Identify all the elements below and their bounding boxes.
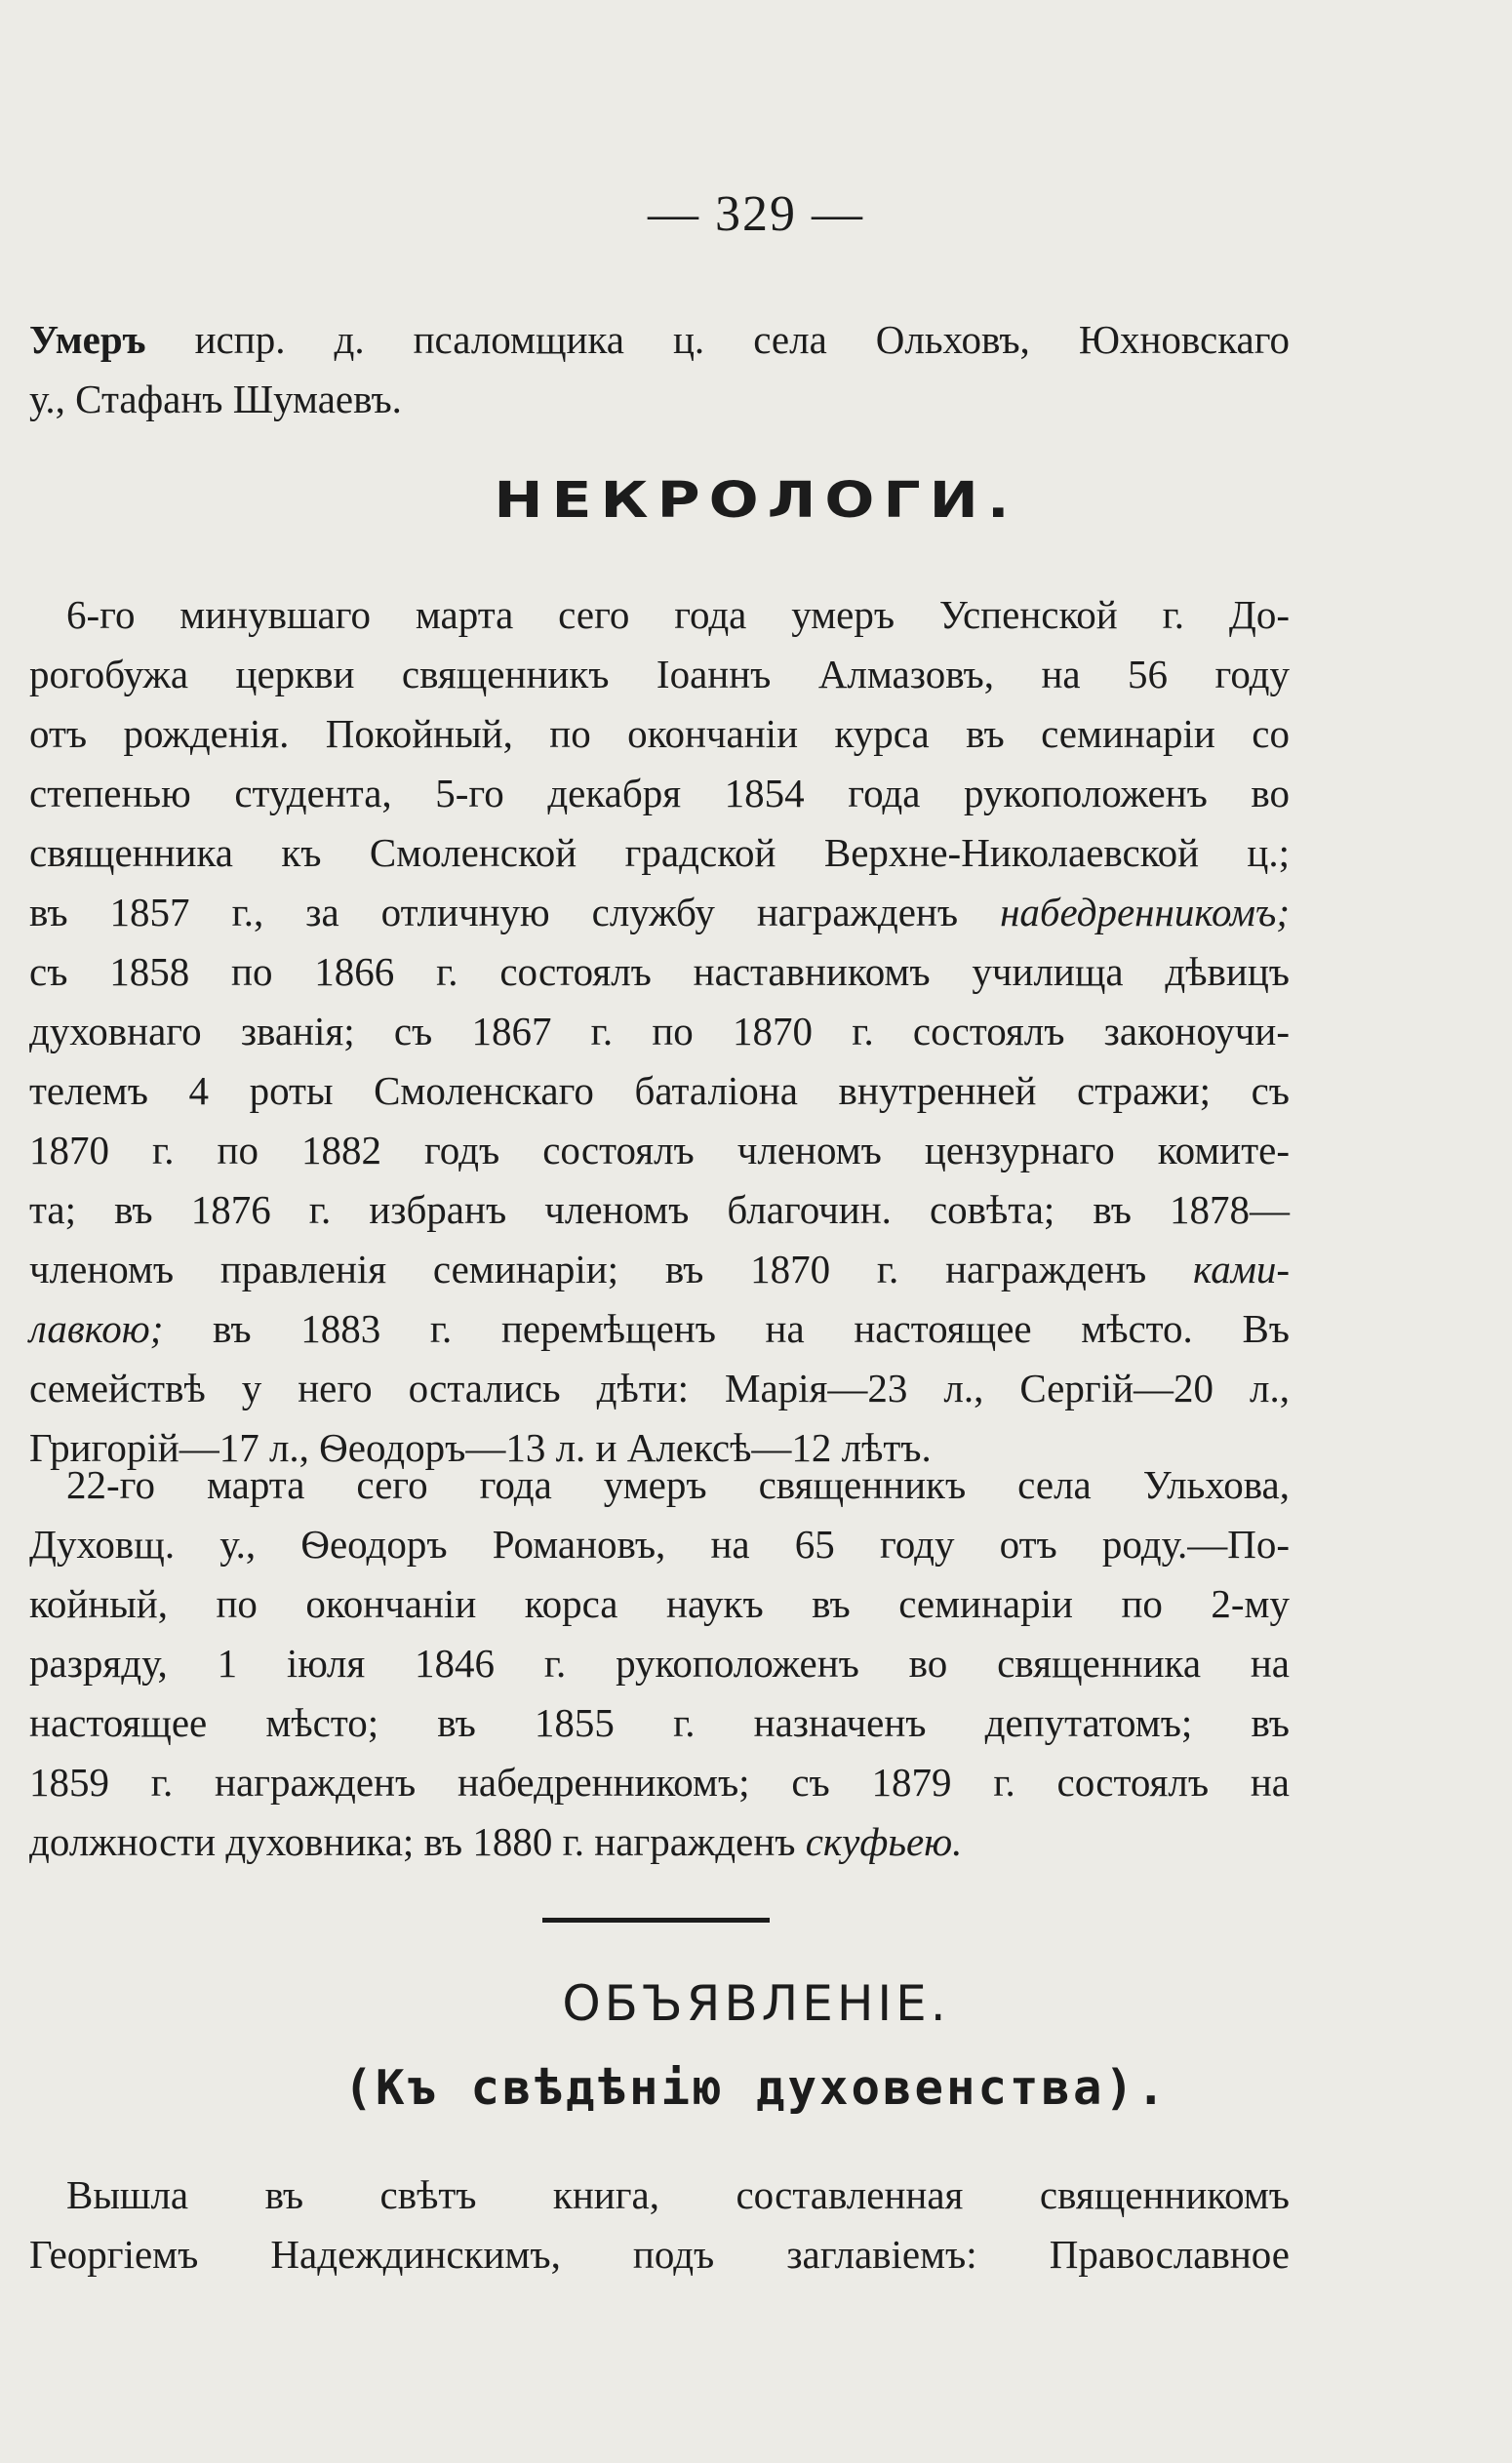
italic-term: лавкою; [29,1306,164,1351]
text-line: рогобужа церкви священникъ Іоаннъ Алмазовъ, на 56 году [29,652,1290,696]
page-number: — 329 — [648,186,864,242]
section-title-necrologies: НЕКРОЛОГИ. [494,471,1018,530]
text-line: 1870 г. по 1882 годъ состоялъ членомъ цензурнаго комите- [29,1128,1290,1172]
italic-term: набедренникомъ; [1000,890,1290,934]
announcement-text [29,2165,1290,2284]
text-line [29,1299,1290,1359]
section-title-announcement: ОБЪЯВЛЕНІЕ. [562,1975,950,2032]
death-notice-line: у., Стафанъ Шумаевъ. [29,377,402,421]
text-line: 6-го минувшаго марта сего года умеръ Успенской г. До- [66,592,1290,637]
death-notice-line [29,310,1290,370]
death-notice-text: испр. д. псаломщика ц. села Ольховъ, Юхновскаго [194,317,1291,362]
italic-term: скуфьею. [805,1819,963,1864]
text-line: Григорій—17 л., Ѳеодоръ—13 л. и Алексѣ—12 лѣтъ. [29,1425,932,1470]
text-line: та; въ 1876 г. избранъ членомъ благочин. совѣта; въ 1878— [29,1187,1290,1232]
death-notice [29,310,1290,429]
text-line: духовнаго званія; съ 1867 г. по 1870 г. состоялъ законоучи- [29,1009,1290,1053]
text-span: въ 1883 г. перемѣщенъ на настоящее мѣсто. Въ [213,1306,1290,1351]
text-line: разряду, 1 іюля 1846 г. рукоположенъ во священника на [29,1641,1290,1686]
text-line: 22-го марта сего года умеръ священникъ села Ульхова, [66,1462,1290,1507]
death-notice-lead: Умеръ [29,317,146,362]
text-line: священника къ Смоленской градской Верхне-Николаевской ц.; [29,830,1290,875]
text-line: койный, по окончаніи корса наукъ въ семинаріи по 2-му [29,1581,1290,1626]
text-span: въ 1857 г., за отличную службу награжденъ [29,890,959,934]
text-line [29,1812,1290,1872]
text-line: Вышла въ свѣтъ книга, составленная священникомъ [66,2172,1290,2217]
announcement-subtitle: (Къ свѣдѣнію духовенства). [343,2060,1169,2116]
text-line [29,1240,1290,1299]
italic-term: ками- [1193,1247,1291,1291]
text-line: Духовщ. у., Ѳеодоръ Романовъ, на 65 году отъ роду.—По- [29,1522,1290,1567]
text-line: отъ рожденія. Покойный, по окончаніи курса въ семинаріи со [29,711,1290,756]
text-line: настоящее мѣсто; въ 1855 г. назначенъ депутатомъ; въ [29,1700,1290,1745]
text-span: должности духовника; въ 1880 г. награжденъ [29,1819,796,1864]
section-divider [542,1918,770,1923]
text-span: членомъ правленія семинаріи; въ 1870 г. награжденъ [29,1247,1147,1291]
text-line: семействѣ у него остались дѣти: Марія—23 л., Сергій—20 л., [29,1366,1290,1410]
text-line: степенью студента, 5-го декабря 1854 года рукоположенъ во [29,771,1290,815]
text-line [29,883,1290,942]
text-line: Георгіемъ Надеждинскимъ, подъ заглавіемъ: Православное [29,2232,1290,2277]
necrology-romanov [29,1455,1290,1872]
text-line: 1859 г. награжденъ набедренникомъ; съ 1879 г. состоялъ на [29,1760,1290,1805]
text-line: телемъ 4 роты Смоленскаго баталіона внутренней стражи; съ [29,1068,1290,1113]
text-line: съ 1858 по 1866 г. состоялъ наставникомъ училища дѣвицъ [29,949,1290,994]
necrology-almazov [29,585,1290,1478]
